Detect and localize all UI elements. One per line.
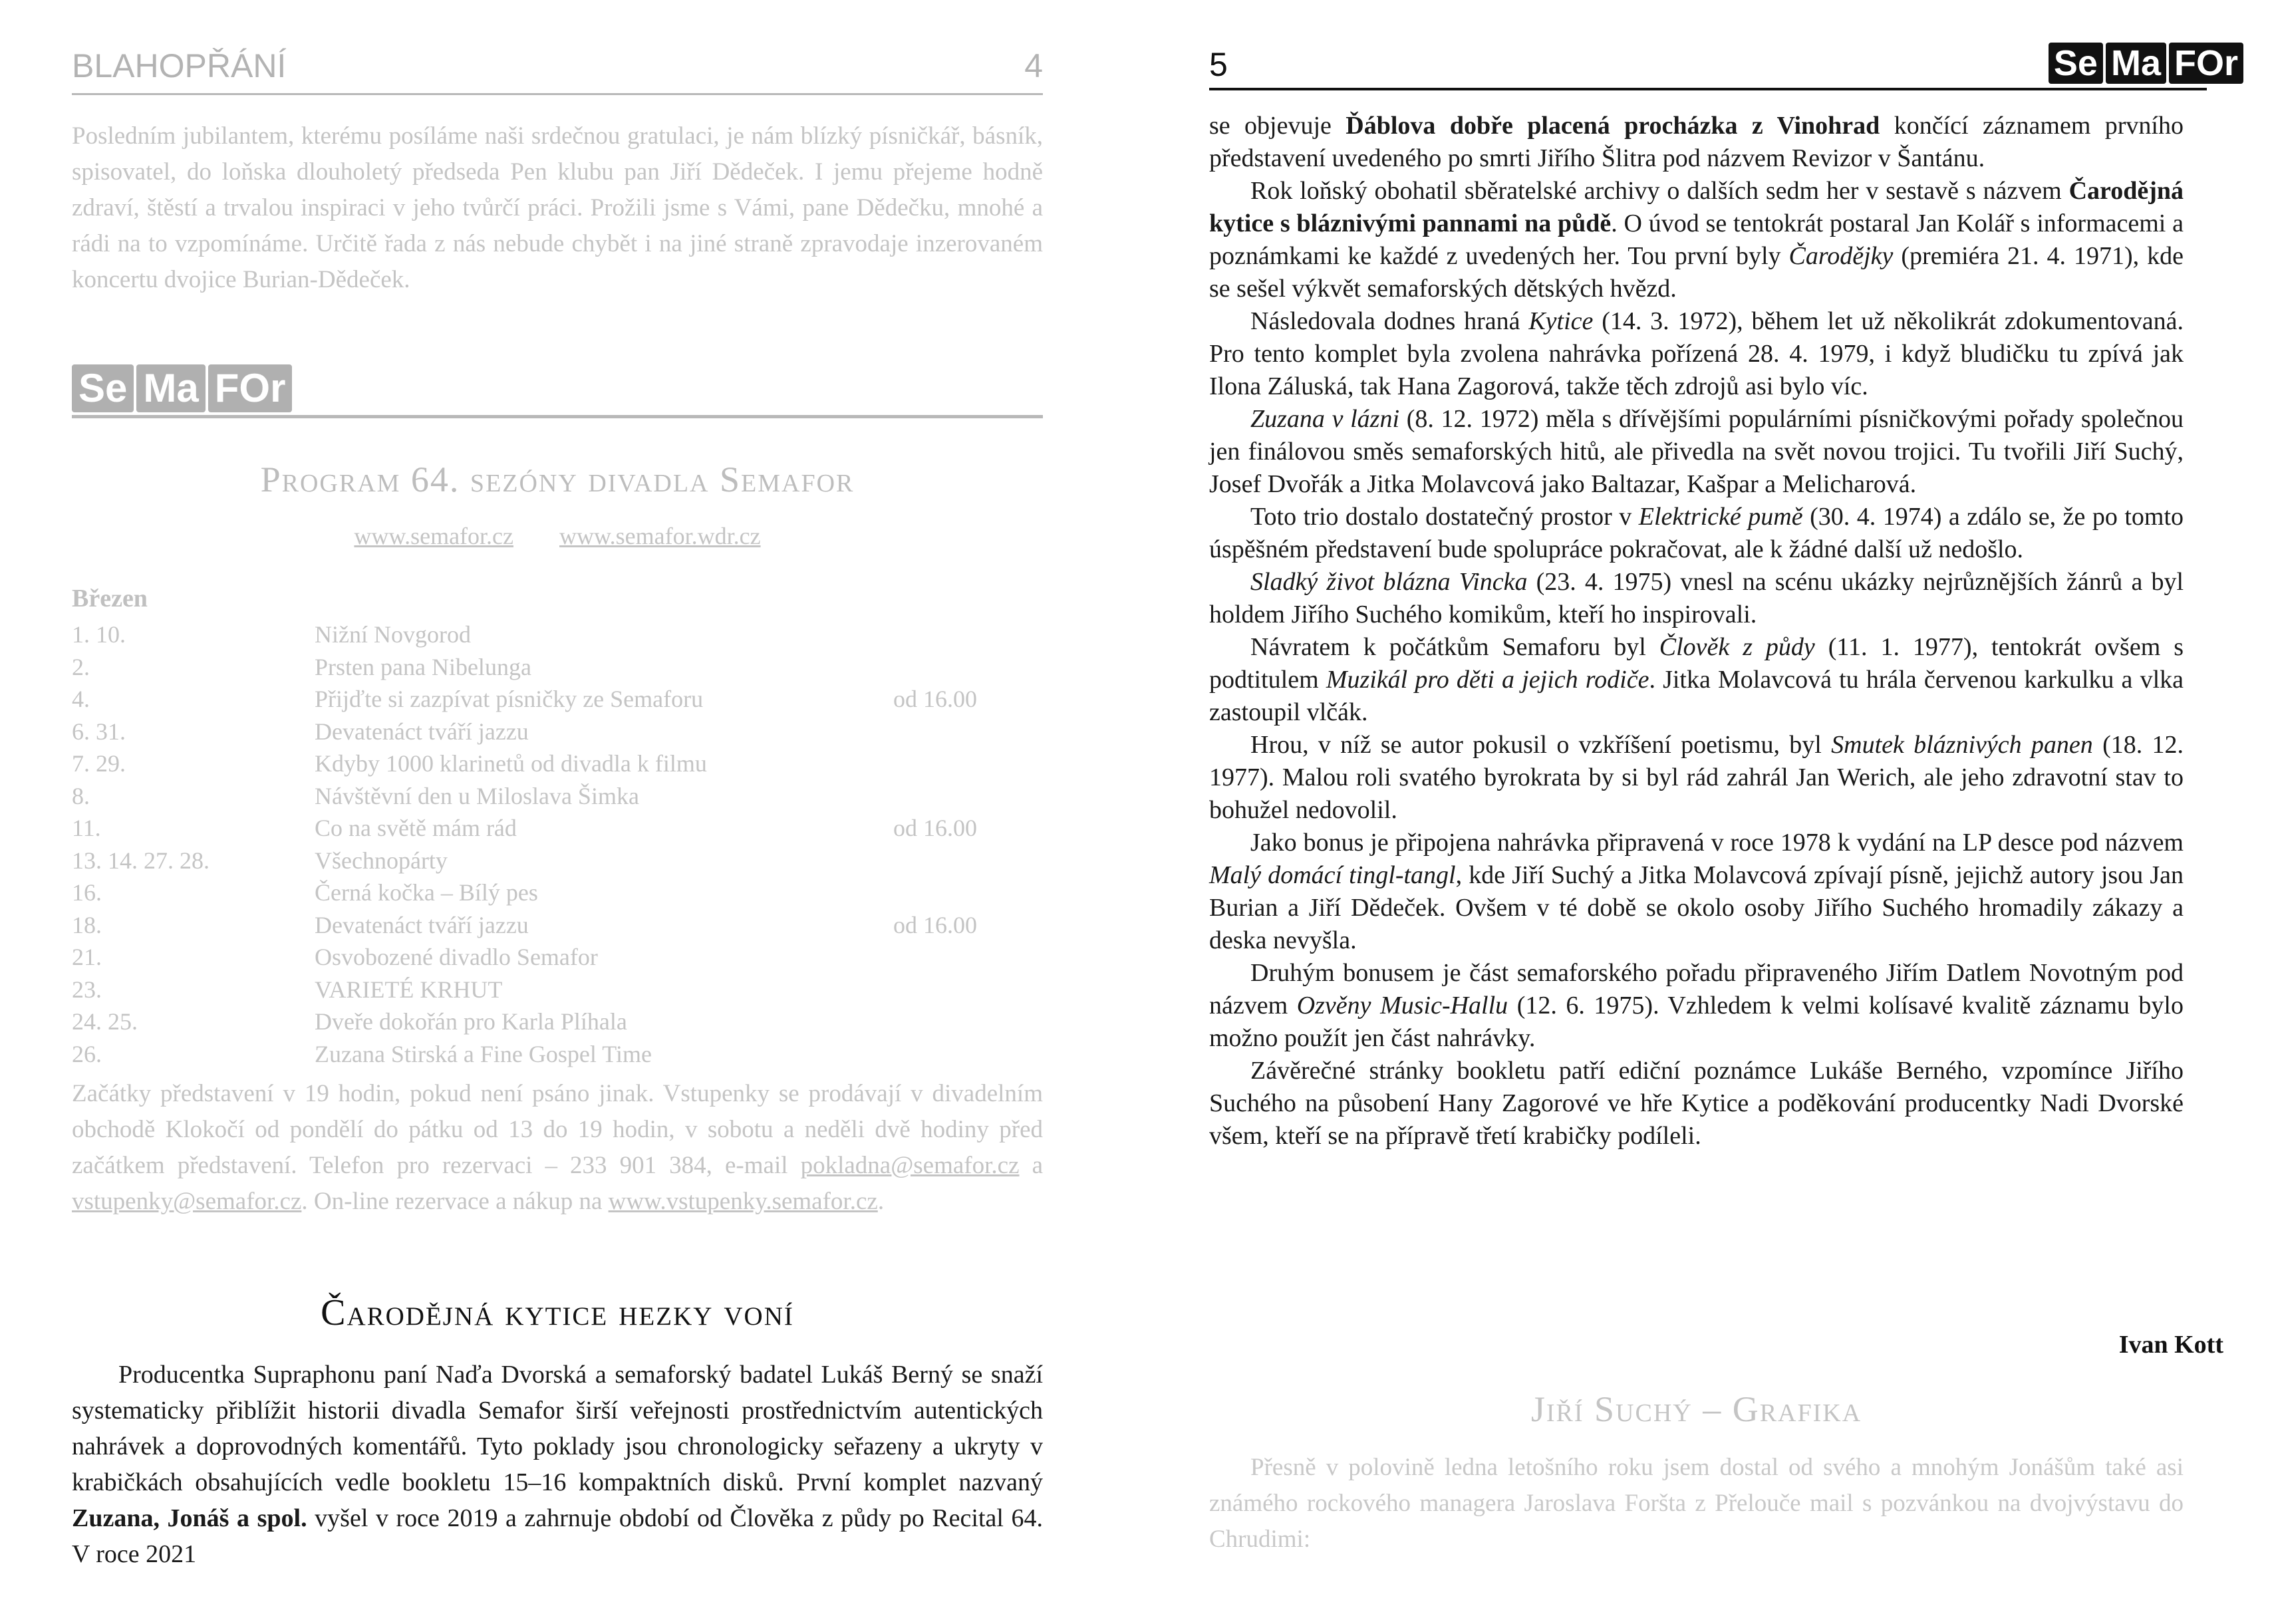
schedule-row <box>72 877 1043 909</box>
schedule-row <box>72 747 1043 780</box>
text-run: končící záznamem prvního představení uvedeného po smrti Jiřího Šlitra pod názvem Revizor v Šantánu. <box>1209 112 2184 172</box>
text-run: (14. 3. 1972), během let už několikrát zdokumentovaná. Pro tento komplet byla zvolena nahrávka pořízená 28. 4. 1979, i když bludičku tu zpívá jak Ilona Záluská, tak Hana Zagorová, takže těch zdrojů asi bylo víc. <box>1209 307 2184 400</box>
schedule-row <box>72 941 1043 974</box>
schedule-title: Návštěvní den u Miloslava Šimka <box>315 782 639 809</box>
page-number-right: 5 <box>1209 46 1228 83</box>
program-links <box>72 522 1043 550</box>
schedule-title: Co na světě mám rád <box>315 815 517 841</box>
logo-rule <box>72 415 1043 418</box>
kytice-article <box>72 1357 1043 1572</box>
author-signature: Ivan Kott <box>2118 1331 2223 1359</box>
notes-text: . <box>877 1188 885 1215</box>
paragraph <box>1209 827 2184 957</box>
paragraph <box>1209 631 2184 729</box>
link-semafor[interactable]: www.semafor.cz <box>354 523 513 549</box>
schedule-date: 6. 31. <box>72 718 126 745</box>
text-run: (8. 12. 1972) měla s dřívějšími populárními písničkovými pořady společnou jen finálovou směs semaforských hitů, ale přivedla na svět novou trojici. Tu tvořili Jiří Suchý, Josef Dvořák a Jitka Molavcová jako Baltazar, Kašpar a Melicharová. <box>1209 405 2184 498</box>
logo-part: FOr <box>2169 43 2243 84</box>
schedule-title: Přijďte si zazpívat písničky ze Semaforu <box>315 686 704 712</box>
schedule-time: od 16.00 <box>893 686 977 712</box>
schedule-row <box>72 974 1043 1006</box>
schedule-date: 4. <box>72 686 90 712</box>
schedule-row <box>72 909 1043 942</box>
schedule-date: 21. <box>72 944 102 970</box>
header-rule <box>72 93 1043 95</box>
notes-text: . On-line rezervace a nákup na <box>301 1188 609 1215</box>
left-page <box>0 0 1091 1624</box>
schedule-row <box>72 812 1043 845</box>
schedule-date: 23. <box>72 976 102 1003</box>
semafor-logo-faded <box>72 364 292 412</box>
paragraph: Závěrečné stránky bookletu patří ediční poznámce Lukáše Berného, vzpomínce Jiřího Suchého na působení Hany Zagorové ve hře Kytice a poděkování producentky Nadi Dvorské všem, kteří se na přípravě třetí krabičky podíleli. <box>1209 1057 2184 1150</box>
program-title: Program 64. sezóny divadla Semafor <box>260 460 855 499</box>
text-run: Producentka Supraphonu paní Naďa Dvorská a semaforský badatel Lukáš Berný se snaží systematicky přiblížit historii divadla Semafor širší veřejnosti prostřednictvím autentických nahrávek a doprovodných komentářů. Tyto poklady jsou chronologicky seřazeny a ukryty v krabičkách obsahujících vedle bookletu 15–16 kompaktních disků. První komplet nazvaný <box>72 1361 1043 1496</box>
grafika-heading: Jiří Suchý – Grafika <box>1530 1389 1862 1429</box>
schedule-title: Prsten pana Nibelunga <box>315 653 531 680</box>
kytice-heading: Čarodějná kytice hezky voní <box>321 1292 794 1333</box>
schedule-title: Nižní Novgorod <box>315 621 471 648</box>
schedule-title: Devatenáct tváří jazzu <box>315 718 529 745</box>
paragraph <box>1209 305 2184 403</box>
italic-title: Ozvěny Music-Hallu <box>1296 992 1508 1019</box>
bold-title: Ďáblova dobře placená procházka z Vinohrad <box>1346 112 1880 140</box>
grafika-article <box>1209 1450 2184 1557</box>
page-number-left: 4 <box>1024 47 1043 84</box>
italic-title: Muzikál pro děti a jejich rodiče <box>1326 666 1649 694</box>
schedule-title: Dveře dokořán pro Karla Plíhala <box>315 1008 627 1035</box>
logo-part: Ma <box>2106 43 2166 84</box>
schedule-title: Devatenáct tváří jazzu <box>315 911 529 938</box>
paragraph <box>1209 566 2184 631</box>
text-run: Druhým bonusem je část semaforského pořadu připraveného Jiřím Datlem Novotným pod názvem <box>1209 959 2184 1019</box>
schedule-date: 18. <box>72 911 102 938</box>
text-run: (premiéra 21. 4. 1971), kde se sešel výkvět semaforských dětských hvězd. <box>1209 242 2184 303</box>
schedule-row <box>72 845 1043 877</box>
text-run: Návratem k počátkům Semaforu byl <box>1250 633 1659 661</box>
schedule-row <box>72 1038 1043 1071</box>
text-run: Toto trio dostalo dostatečný prostor v <box>1250 503 1639 531</box>
schedule-list <box>72 618 1043 1070</box>
text-run: . O úvod se tentokrát postaral Jan Kolář s informacemi a poznámkami ke každé z uvedených her. Tou první byly <box>1209 209 2184 270</box>
online-tickets-link[interactable]: www.vstupenky.semafor.cz <box>608 1188 878 1215</box>
bold-title: Zuzana, Jonáš a spol. <box>72 1504 307 1532</box>
semafor-logo <box>2049 43 2243 84</box>
schedule-date: 8. <box>72 782 90 809</box>
schedule-row <box>72 780 1043 813</box>
link-semafor-wdr[interactable]: www.semafor.wdr.cz <box>559 523 761 549</box>
italic-title: Sladký život blázna Vincka <box>1250 568 1528 596</box>
schedule-date: 11. <box>72 815 101 841</box>
schedule-time: od 16.00 <box>893 815 977 841</box>
schedule-row <box>72 618 1043 651</box>
schedule-date: 7. 29. <box>72 750 126 777</box>
italic-title: Čarodějky <box>1788 242 1894 270</box>
right-page <box>1171 0 2270 1624</box>
ticket-notes <box>72 1076 1043 1220</box>
text-run: Jako bonus je připojena nahrávka připravená v roce 1978 k vydání na LP desce pod názvem <box>1250 829 2184 857</box>
kytice-paragraph <box>72 1357 1043 1572</box>
bold-title: Čarodějná kytice s bláznivými pannami na půdě <box>1209 177 2184 237</box>
paragraph <box>1209 403 2184 501</box>
schedule-title: VARIETÉ KRHUT <box>315 976 503 1003</box>
schedule-date: 1. 10. <box>72 621 126 648</box>
paragraph <box>1209 110 2184 175</box>
text-run: Následovala dodnes hraná <box>1250 307 1529 335</box>
schedule-row <box>72 716 1043 748</box>
paragraph <box>1209 957 2184 1055</box>
paragraph <box>1209 501 2184 566</box>
logo-part: FOr <box>208 364 293 412</box>
logo-part: Se <box>72 364 134 412</box>
header-rule-right <box>1209 88 2207 90</box>
text-run: , kde Jiří Suchý a Jitka Molavcová zpívají písně, jejichž autory jsou Jan Burian a Jiří Dědeček. Ovšem v té době se okolo osoby Jiřího Suchého hromadily zákazy a deska nevyšla. <box>1209 861 2184 954</box>
italic-title: Malý domácí tingl-tangl <box>1209 861 1456 889</box>
running-head <box>72 47 1043 93</box>
text-run: vyšel v roce 2019 a zahrnuje období od Člověka z půdy po Recital 64. V roce 2021 <box>72 1504 1043 1568</box>
email-vstupenky-link[interactable]: vstupenky@semafor.cz <box>72 1188 302 1215</box>
italic-title: Kytice <box>1528 307 1594 335</box>
running-head-title: BLAHOPŘÁNÍ <box>72 47 287 84</box>
text-run: . Jitka Molavcová tu hrála červenou karkulku a vlka zastoupil vlčák. <box>1209 666 2184 726</box>
schedule-date: 16. <box>72 879 102 906</box>
logo-part: Ma <box>136 364 205 412</box>
italic-title: Zuzana v lázni <box>1250 405 1400 433</box>
schedule-time: od 16.00 <box>893 911 977 938</box>
schedule-title: Všechnopárty <box>315 847 448 874</box>
text-run: Hrou, v níž se autor pokusil o vzkříšení poetismu, byl <box>1250 731 1832 759</box>
review-article <box>1209 110 2184 1152</box>
schedule-row <box>72 651 1043 684</box>
jubilee-paragraph: Posledním jubilantem, kterému posíláme naši srdečnou gratulaci, je nám blízký písničkář, básník, spisovatel, do loňska dlouholetý předseda Pen klubu pan Jiří Dědeček. I jemu přejeme hodně zdraví, štěstí a trvalou inspiraci v jeho tvůrčí práci. Prožili jsme s Vámi, pane Dědečku, mnohé a rádi na to vzpomínáme. Určitě řada z nás nebude chybět i na jiné straně zpravodaje inzerovaném koncertu dvojice Burian-Dědeček. <box>72 122 1043 293</box>
schedule-title: Černá kočka – Bílý pes <box>315 879 538 906</box>
email-pokladna-link[interactable]: pokladna@semafor.cz <box>800 1152 1020 1179</box>
text-run: (30. 4. 1974) a zdálo se, že po tomto úspěšném představení bude spolupráce pokračovat, ale k žádné další už nedošlo. <box>1209 503 2184 563</box>
text-run: (23. 4. 1975) vnesl na scénu ukázky nejrůznějších žánrů a byl holdem Jiřího Suchého komikům, kteří ho inspirovali. <box>1209 568 2184 628</box>
schedule-title: Osvobozené divadlo Semafor <box>315 944 598 970</box>
italic-title: Elektrické pumě <box>1638 503 1803 531</box>
schedule-row <box>72 1006 1043 1038</box>
italic-title: Člověk z půdy <box>1659 633 1815 661</box>
month-heading: Březen <box>72 585 148 612</box>
paragraph <box>1209 729 2184 827</box>
italic-title: Smutek bláznivých panen <box>1831 731 2093 759</box>
text-run: (18. 12. 1977). Malou roli svatého byrokrata by si byl rád zahrál Jan Werich, ale jeho zdravotní stav to bohužel nedovolil. <box>1209 731 2184 824</box>
paragraph <box>1209 175 2184 305</box>
text-run: Rok loňský obohatil sběratelské archivy o dalších sedm her v sestavě s názvem <box>1250 177 2069 205</box>
schedule-date: 13. 14. 27. 28. <box>72 847 210 874</box>
schedule-date: 2. <box>72 653 90 680</box>
text-run: (12. 6. 1975). Vzhledem k velmi kolísavé kvalitě záznamu bylo možno použít jen část nahrávky. <box>1209 992 2184 1052</box>
schedule-title: Zuzana Stirská a Fine Gospel Time <box>315 1040 652 1067</box>
schedule-date: 26. <box>72 1040 102 1067</box>
notes-text: Začátky představení v 19 hodin, pokud není psáno jinak. Vstupenky se prodávají v divadelním obchodě Klokočí od pondělí do pátku od 13 do 19 hodin, v sobotu a neděli dvě hodiny před začátkem představení. Telefon pro rezervaci – 233 901 384, e-mail <box>72 1080 1043 1179</box>
paragraph: Přesně v polovině ledna letošního roku jsem dostal od svého a mnohým Jonášům také asi známého rockového managera Jaroslava Foršta z Přelouče mail s pozvánkou na dvojvýstavu do Chrudimi: <box>1209 1454 2184 1553</box>
schedule-date: 24. 25. <box>72 1008 138 1035</box>
schedule-row <box>72 683 1043 716</box>
schedule-title: Kdyby 1000 klarinetů od divadla k filmu <box>315 750 707 777</box>
logo-part: Se <box>2049 43 2103 84</box>
notes-text: a <box>1019 1152 1043 1179</box>
text-run: (11. 1. 1977), tentokrát ovšem s podtitulem <box>1209 633 2184 694</box>
text-run: se objevuje <box>1209 112 1346 140</box>
